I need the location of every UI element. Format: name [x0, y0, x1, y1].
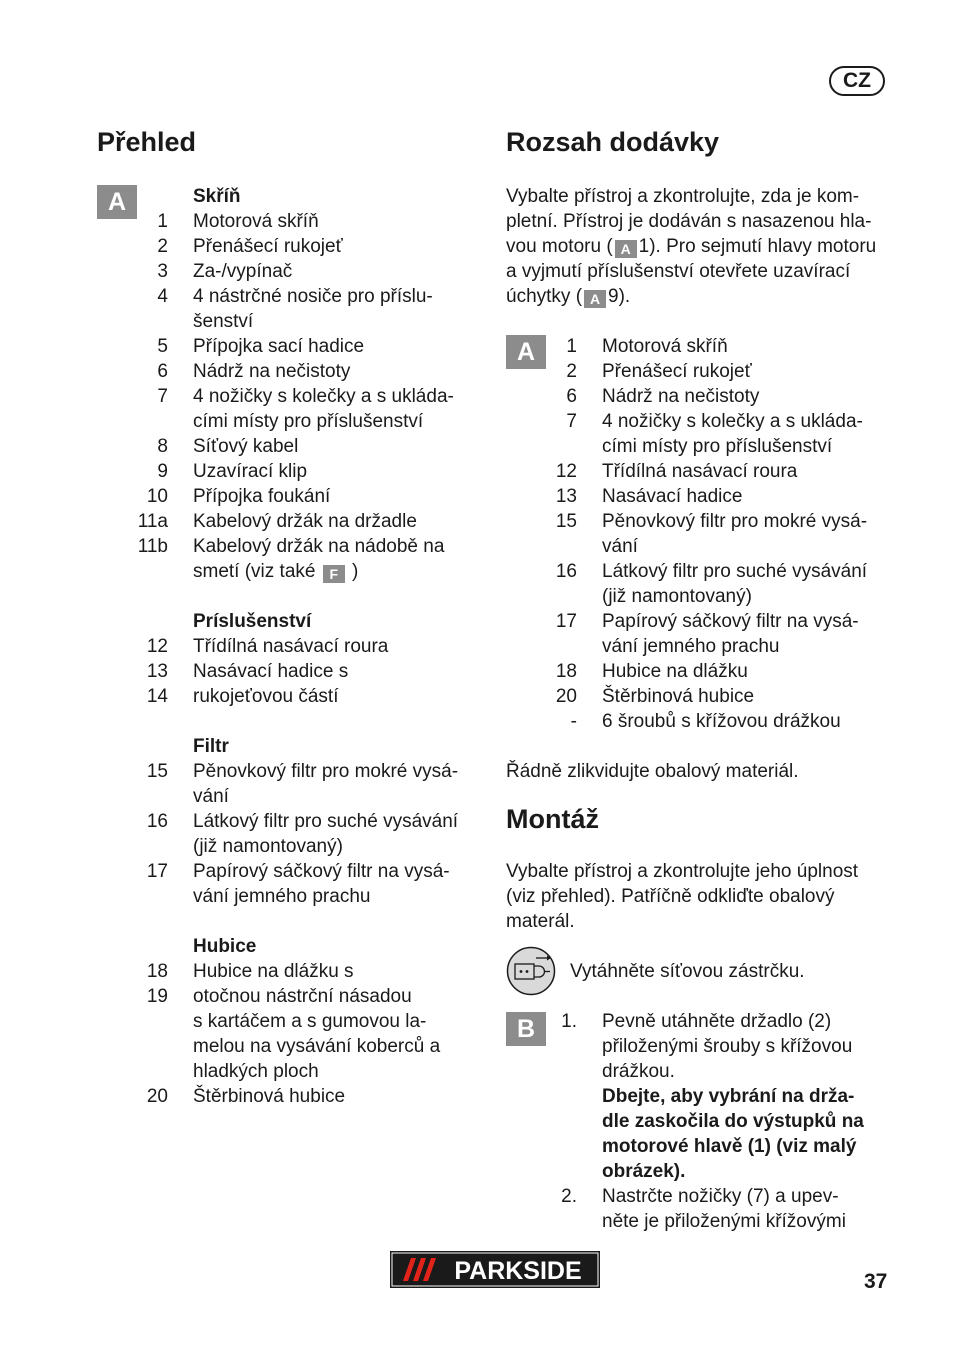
- item-text: šenství: [193, 311, 254, 332]
- item-text: Třídílná nasávací roura: [602, 461, 798, 482]
- list-item: [120, 259, 458, 284]
- list-item: [530, 334, 867, 359]
- list-item: [530, 659, 867, 684]
- list-item: [530, 459, 867, 484]
- list-item: [530, 384, 867, 409]
- item-number: -: [570, 711, 577, 732]
- list-item: [120, 509, 458, 534]
- item-text: Pěnovkový filtr pro mokré vysá-: [193, 761, 459, 782]
- list-item: [120, 359, 458, 384]
- item-text: Látkový filtr pro suché vysávání: [602, 561, 868, 582]
- group-heading: Filtr: [193, 736, 229, 757]
- list-item: [120, 684, 458, 709]
- delivery-scope-title: Rozsah dodávky: [506, 127, 720, 157]
- item-number: 1: [566, 336, 577, 357]
- list-item: [120, 759, 458, 784]
- item-number: 16: [555, 561, 577, 582]
- item-number: 12: [146, 636, 168, 657]
- item-text: Pěnovkový filtr pro mokré vysá-: [602, 511, 868, 532]
- item-number: 13: [146, 661, 168, 682]
- group-heading: Skříň: [193, 186, 241, 207]
- list-item-continued: [120, 884, 458, 909]
- assembly-title: Montáž: [506, 804, 599, 834]
- figure-badge-a: A: [584, 290, 606, 308]
- list-item: [120, 809, 458, 834]
- delivery-list: [530, 334, 867, 734]
- overview-list: [120, 184, 458, 1109]
- item-number: 11a: [137, 511, 168, 532]
- list-item-continued: [120, 834, 458, 859]
- list-item: [120, 484, 458, 509]
- item-number: 8: [157, 436, 168, 457]
- item-text: Nasávací hadice: [602, 486, 743, 507]
- item-text: Třídílná nasávací roura: [193, 636, 389, 657]
- list-item: [120, 534, 458, 559]
- item-text: Látkový filtr pro suché vysávání: [193, 811, 459, 832]
- list-item: [120, 384, 458, 409]
- list-item: [530, 684, 867, 709]
- list-item-continued: [120, 1034, 458, 1059]
- item-text: 4 nožičky s kolečky a s ukláda-: [602, 411, 863, 432]
- item-text: Za-/vypínač: [193, 261, 293, 282]
- item-text: Přípojka foukání: [193, 486, 331, 507]
- list-item: [120, 959, 458, 984]
- item-text: Přípojka sací hadice: [193, 336, 365, 357]
- figure-badge-a: A: [615, 240, 637, 258]
- item-text: (již namontovaný): [193, 836, 343, 857]
- item-number: 18: [146, 961, 168, 982]
- list-item: [530, 409, 867, 434]
- step-1: 1. Pevně utáhněte držadlo (2): [561, 1011, 832, 1032]
- item-number: 12: [555, 461, 577, 482]
- language-badge: CZ: [829, 66, 885, 96]
- list-item-continued: [120, 309, 458, 334]
- item-number: 20: [146, 1086, 168, 1107]
- list-item-continued: [530, 634, 867, 659]
- group-heading: Hubice: [193, 936, 257, 957]
- item-number: 20: [555, 686, 577, 707]
- item-number: 17: [555, 611, 577, 632]
- unplug-instruction: Vytáhněte síťovou zástrčku.: [570, 961, 805, 982]
- item-text: (již namontovaný): [602, 586, 752, 607]
- list-item: [530, 559, 867, 584]
- list-item-continued: [530, 534, 867, 559]
- step-2: 2. Nastrčte nožičky (7) a upev-: [561, 1186, 839, 1207]
- item-number: 2: [566, 361, 577, 382]
- item-text: otočnou nástrční násadou: [193, 986, 412, 1007]
- delivery-intro: Vybalte přístroj a zkontrolujte, zda je kom- pletní. Přístroj je dodáván s nasazenou hla- vou motoru ( A 1). Pro sejmutí hlavy motoru a vyjmutí příslušenství otevřete uzavírací úchytky ( A 9).: [506, 186, 877, 307]
- list-item-continued: [120, 1059, 458, 1084]
- item-text: Papírový sáčkový filtr na vysá-: [193, 861, 450, 882]
- item-number: 9: [157, 461, 168, 482]
- item-text: Nádrž na nečistoty: [193, 361, 351, 382]
- item-number: 18: [555, 661, 577, 682]
- item-number: 13: [555, 486, 577, 507]
- item-text: Kabelový držák na nádobě na: [193, 536, 445, 557]
- step-1-warning: Dbejte, aby vybrání na drža-: [602, 1086, 855, 1107]
- list-item: [120, 284, 458, 309]
- list-item: [120, 659, 458, 684]
- item-number: 1: [157, 211, 168, 232]
- item-number: 6: [157, 361, 168, 382]
- item-text: melou na vysávání koberců a: [193, 1036, 441, 1057]
- unplug-icon: [506, 946, 556, 996]
- list-item: [120, 634, 458, 659]
- list-item-continued: [530, 434, 867, 459]
- page-number: 37: [864, 1270, 888, 1293]
- list-item: [120, 209, 458, 234]
- item-text: 4 nástrčné nosiče pro příslu-: [193, 286, 433, 307]
- item-text: Hubice na dlážku: [602, 661, 748, 682]
- item-number: 15: [146, 761, 168, 782]
- item-text: vání: [193, 786, 229, 807]
- parkside-logo: [390, 1251, 600, 1288]
- figure-badge-a: A: [506, 335, 546, 369]
- item-number: 7: [566, 411, 577, 432]
- item-text: Nádrž na nečistoty: [602, 386, 760, 407]
- list-item-continued: [120, 1009, 458, 1034]
- item-text: rukojeťovou částí: [193, 686, 339, 707]
- item-number: 5: [157, 336, 168, 357]
- item-number: 4: [157, 286, 168, 307]
- list-item: [120, 234, 458, 259]
- list-item: smetí (viz také F ): [193, 561, 359, 582]
- item-text: Přenášecí rukojeť: [602, 361, 752, 382]
- item-number: 19: [146, 986, 168, 1007]
- figure-badge-b: B: [506, 1012, 546, 1046]
- item-text: Štěrbinová hubice: [602, 686, 755, 707]
- item-text: vání: [602, 536, 638, 557]
- assembly-intro: Vybalte přístroj a zkontrolujte jeho úplnost (viz přehled). Patříčně odkliďte obalový materál.: [506, 861, 859, 932]
- item-text: Papírový sáčkový filtr na vysá-: [602, 611, 859, 632]
- list-item: [120, 1084, 458, 1109]
- list-item: [530, 359, 867, 384]
- assembly-steps: 1. Pevně utáhněte držadlo (2) přiloženými šrouby s křížovou drážkou. Dbejte, aby vybrání na drža- dle zaskočila do výstupků na motorové hlavě (1) (viz malý obrázek). 2. Nastrčte nožičky (7) a upev- něte je přiloženými křížovými: [530, 1009, 864, 1234]
- item-text: 4 nožičky s kolečky a s ukláda-: [193, 386, 454, 407]
- group-heading: Príslušenství: [193, 611, 312, 632]
- item-text: vání jemného prachu: [193, 886, 371, 907]
- item-number: 15: [555, 511, 577, 532]
- figure-badge-f: F: [323, 565, 345, 583]
- item-number: 11b: [137, 536, 168, 557]
- list-item: [120, 334, 458, 359]
- list-item: [120, 859, 458, 884]
- list-item: [530, 484, 867, 509]
- item-number: 3: [157, 261, 168, 282]
- disposal-note: Řádně zlikvidujte obalový materiál.: [506, 761, 799, 782]
- item-text: Štěrbinová hubice: [193, 1086, 346, 1107]
- item-text: Hubice na dlážku s: [193, 961, 354, 982]
- item-text: Motorová skříň: [193, 211, 319, 232]
- list-item: [120, 459, 458, 484]
- item-text: hladkých ploch: [193, 1061, 319, 1082]
- item-text: Síťový kabel: [193, 436, 299, 457]
- item-number: 2: [157, 236, 168, 257]
- item-text: vání jemného prachu: [602, 636, 780, 657]
- item-number: 6: [566, 386, 577, 407]
- figure-badge-a: A: [97, 185, 137, 219]
- list-item: [530, 509, 867, 534]
- list-item-continued: [120, 784, 458, 809]
- item-text: s kartáčem a s gumovou la-: [193, 1011, 427, 1032]
- item-text: cími místy pro příslušenství: [193, 411, 424, 432]
- item-number: 7: [157, 386, 168, 407]
- list-item: [530, 609, 867, 634]
- item-text: 6 šroubů s křížovou drážkou: [602, 711, 841, 732]
- item-number: 10: [146, 486, 168, 507]
- list-item: [120, 434, 458, 459]
- list-item-continued: [530, 584, 867, 609]
- item-text: Kabelový držák na držadle: [193, 511, 417, 532]
- item-text: Motorová skříň: [602, 336, 728, 357]
- item-text: cími místy pro příslušenství: [602, 436, 833, 457]
- item-number: 16: [146, 811, 168, 832]
- overview-title: Přehled: [97, 127, 197, 157]
- svg-text:PARKSIDE: PARKSIDE: [454, 1257, 582, 1285]
- list-item: [530, 709, 867, 734]
- item-text: Uzavírací klip: [193, 461, 308, 482]
- list-item: [120, 984, 458, 1009]
- item-text: Přenášecí rukojeť: [193, 236, 343, 257]
- list-item-continued: [120, 409, 458, 434]
- item-number: 17: [146, 861, 168, 882]
- item-text: Nasávací hadice s: [193, 661, 349, 682]
- item-number: 14: [146, 686, 168, 707]
